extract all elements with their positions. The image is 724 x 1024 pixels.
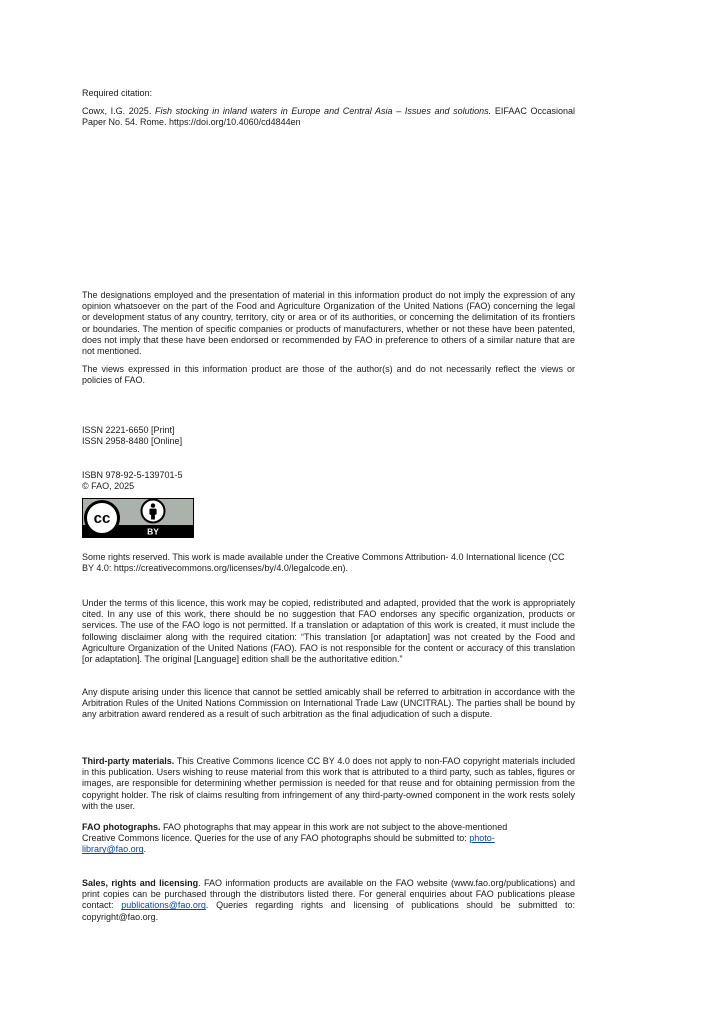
designations-disclaimer: The designations employed and the presentation of material in this information product do not imply the expression of any opinion whatsoever on the part of the Food and Agriculture Organization of the United Nations (FAO) concerning the legal or development status of any country, territory, city or area or of its authorities, or concerning the delimitation of its frontiers or boundaries. The mention of specific companies or products of manufacturers, whether or not these have been patented, does not imply that these have been endorsed or recommended by FAO in preference to others of a similar nature that are not mentioned. (82, 290, 575, 357)
creative-commons-icon (86, 502, 119, 535)
photographs-text-2: Creative Commons licence. Queries for the use of any FAO photographs should be submitted to: (82, 833, 470, 844)
views-disclaimer: The views expressed in this information product are those of the author(s) and do not necessarily reflect the views or policies of FAO. (82, 364, 575, 386)
attribution-person-icon (142, 500, 165, 523)
photographs-end: . (143, 844, 147, 855)
sales-text-2: . Queries regarding rights and licensing of publications should be submitted to: copyright@fao.org. (82, 900, 575, 922)
citation-series: EIFAAC Occasional Paper No. 54. Rome. https://doi.org/10.4060/cd4844en (82, 106, 576, 128)
photographs-heading: FAO photographs. (82, 822, 161, 832)
isbn-block (82, 470, 575, 492)
citation-label: Required citation: (82, 88, 153, 98)
licence-terms: Under the terms of this licence, this work may be copied, redistributed and adapted, provided that the work is appropriately cited. In any use of this work, there should be no suggestion that FAO endorses any specific organization, products or services. The use of the FAO logo is not permitted. If a translation or adaptation of this work is created, it must include the following disclaimer along with the required citation: “This translation [or adaptation] was not created by the Food and Agriculture Organization of the United Nations (FAO). FAO is not responsible for the content or accuracy of this translation [or adaptation]. The original [Language] edition shall be the authoritative edition.” (82, 598, 575, 665)
photo-library-link-part1[interactable]: photo- (469, 833, 495, 844)
third-party-heading: Third-party materials. (82, 756, 175, 766)
cc-by-license-badge (82, 498, 194, 538)
third-party-text: This Creative Commons licence CC BY 4.0 does not apply to non-FAO copyright materials included in this publication. Users wishing to reuse material from this work that is attributed to a third party, such as tables, figures or images, are responsible for determining whether permission is needed for that reuse and for obtaining permission from the copyright holder. The risk of claims resulting from infringement of any third-party-owned component in the work rests solely with the user. (82, 756, 576, 811)
copyright-notice: © FAO, 2025 (82, 481, 135, 492)
issn-online: ISSN 2958-8480 [Online] (82, 436, 183, 447)
sales-heading: Sales, rights and licensing (82, 878, 199, 888)
rights-reserved-text: Some rights reserved. This work is made available under the Creative Commons Attribution- 4.0 International licence (CC BY 4.0: https://creativecommons.org/licenses/by/4.0/legalcode.en). (82, 552, 565, 574)
publications-email-link[interactable]: publications@fao.org (121, 900, 206, 911)
by-label: BY (147, 526, 159, 537)
fao-photographs (82, 822, 575, 856)
issn-block (82, 425, 575, 447)
citation-title: Fish stocking in inland waters in Europe and Central Asia – Issues and solutions. (154, 106, 492, 116)
isbn: ISBN 978-92-5-139701-5 (82, 470, 183, 480)
sales-rights-licensing (82, 878, 575, 923)
photographs-text-1: FAO photographs that may appear in this work are not subject to the above-mentioned (160, 822, 508, 832)
sales-text: . FAO information products are available on the FAO website (www.fao.org/publications) and print copies can be purchased through the distributors listed there. For general enquiries about FAO publications please contact: (82, 878, 575, 911)
citation (82, 106, 575, 128)
citation-authors: Cowx, I.G. 2025. (82, 106, 152, 116)
third-party-materials (82, 756, 575, 812)
dispute-clause: Any dispute arising under this licence that cannot be settled amicably shall be referred to arbitration in accordance with the Arbitration Rules of the United Nations Commission on International Trade Law (UNCITRAL). The parties shall be bound by any arbitration award rendered as a result of such arbitration as the final adjudication of such a dispute. (82, 687, 575, 720)
issn-print: ISSN 2221-6650 [Print] (82, 425, 175, 435)
photo-library-link-part2[interactable]: library@fao.org (82, 844, 144, 855)
cc-symbol-text: cc (93, 510, 111, 527)
